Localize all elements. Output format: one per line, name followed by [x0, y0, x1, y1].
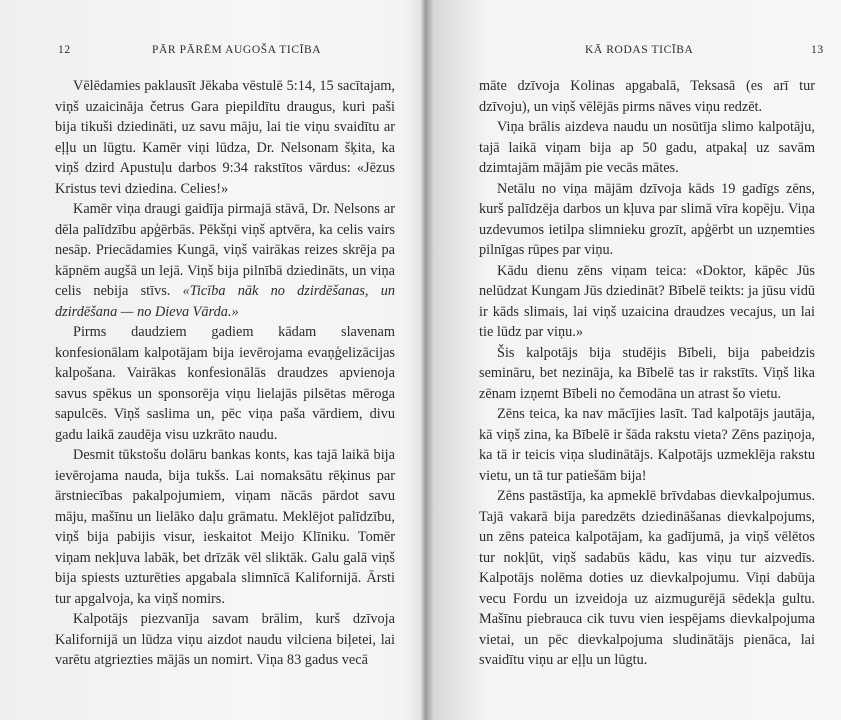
paragraph: Viņa brālis aizdeva naudu un nosūtīja slimo kalpotāju, tajā laikā viņam bija ap 50 gadu, atpakaļ uz savām dzimtajām mājām pie vecās mātes.	[479, 119, 815, 176]
body-text	[55, 76, 395, 671]
right-page	[421, 0, 841, 720]
paragraph: Vēlēdamies paklausīt Jēkaba vēstulē 5:14, 15 sacītajam, viņš uzaicināja četrus Gara piepildītu draugus, kuri paši bija tikuši dziedināti, uz savu māju, lai tie viņu svaidītu ar eļļu un lūgtu. Kamēr viņi lūdza, Dr. Nelsonam šķita, ka viņš dzird Apustuļu darbos 9:34 rakstītos vārdus: «Jēzus Kristus tevi dziedina. Celies!»	[55, 78, 395, 197]
paragraph: Šis kalpotājs bija studējis Bībeli, bija pabeidzis semināru, bet nezināja, ka Bībelē tas ir rakstīts. Viņš lika zēnam izņemt Bībeli no čemodāna un atrast šo vietu.	[479, 344, 815, 402]
page-number: 12	[58, 44, 71, 56]
left-page	[0, 0, 420, 720]
paragraph: Kādu dienu zēns viņam teica: «Doktor, kāpēc Jūs nelūdzat Kungam Jūs dziedināt? Bībelē teikts: ja jūsu vidū ir kāds slimais, lai viņš uzaicina draudzes vecajus, un lai tie lūdz par viņu.»	[479, 262, 815, 340]
running-title: PĀR PĀRĒM AUGOŠA TICĪBA	[152, 44, 322, 56]
running-title: KĀ RODAS TICĪBA	[585, 44, 694, 56]
paragraph: Zēns teica, ka nav mācījies lasīt. Tad kalpotājs jautāja, kā viņš zina, ka Bībelē ir šāda rakstu vieta? Zēns paziņoja, ka tā ir teicis viņa sludinātājs. Kalpotājs uzmeklēja rakstu vietu, un tā tur patiešām bija!	[479, 406, 815, 484]
body-text	[479, 76, 815, 671]
page-number: 13	[811, 44, 824, 56]
paragraph: Desmit tūkstošu dolāru bankas konts, kas tajā laikā bija ievērojama nauda, bija tukšs. Lai nomaksātu rēķinus par ārstniecības pakalpojumiem, viņam nācās pārdot savu māju, mašīnu un lielāko daļu grāmatu. Meklējot palīdzību, viņš bija pabijis visur, ieskaitot Meijo Klīniku. Tomēr viņam nekļuva labāk, bet drīzāk vēl sliktāk. Galu galā viņš bija spiests uzturēties apgabala slimnīcā Kalifornijā. Ārsti tur apgalvoja, ka viņš nomirs.	[55, 447, 395, 607]
paragraph: Pirms daudziem gadiem kādam slavenam konfesionālam kalpotājam bija ievērojama evaņģelizācijas kalpošana. Vairākas konfesionālās draudzes apvienoja savus spēkus un sponsorēja viņu lielajās pilsētas mēroga sapulcēs. Viņš saslima un, pēc viņa paša vārdiem, divu gadu laikā zaudēja visu uzkrāto naudu.	[55, 324, 395, 443]
paragraph: māte dzīvoja Kolinas apgabalā, Teksasā (es arī tur dzīvoju), un viņš vēlējās pirms nāves viņu redzēt.	[479, 78, 815, 115]
paragraph: Kalpotājs piezvanīja savam brālim, kurš dzīvoja Kalifornijā un lūdza viņu aizdot naudu vilciena biļetei, lai varētu atgriezties mājās un nomirt. Viņa 83 gadus vecā	[55, 611, 395, 668]
italic-quote: «Ticība nāk no dzirdēšanas, un dzirdēšana — no Dieva Vārda.»	[55, 283, 395, 320]
paragraph: Kamēr viņa draugi gaidīja pirmajā stāvā, Dr. Nelsons ar dēla palīdzību apģērbās. Pēkšņi viņš aptvēra, ka celis vairs nesāp. Priecādamies Kungā, viņš vairākas reizes skrēja pa kāpnēm augšā un lejā. Viņš bija pilnībā dziedināts, un viņa celis nebija stīvs. «Ticība nāk no dzirdēšanas, un dzirdēšana — no Dieva Vārda.»	[55, 201, 395, 320]
paragraph: Netālu no viņa mājām dzīvoja kāds 19 gadīgs zēns, kurš palīdzēja darbos un kļuva par slimā vīra kopēju. Viņa uzdevumos ietilpa slimnieku grozīt, apģērbt un uzņemties pilnīgas rūpes par viņu.	[479, 180, 815, 258]
paragraph: Zēns pastāstīja, ka apmeklē brīvdabas dievkalpojumus. Tajā vakarā bija paredzēts dziedināšanas dievkalpojums, un zēns pateica kalpotājam, ka gadījumā, ja viņš vēlētos tur nokļūt, viņš sadabūs kādu, kas viņu tur aizvedīs. Kalpotājs nolēma doties uz dievkalpojumu. Viņi dabūja vecu Fordu un izveidoja uz aizmugurējā sēdekļa gultu. Mašīnu piebrauca cik tuvu vien iespējams dievkalpojuma vietai, un pēc dievkalpojuma sludinātājs pienāca, lai svaidītu viņu ar eļļu un lūgtu.	[479, 488, 815, 668]
